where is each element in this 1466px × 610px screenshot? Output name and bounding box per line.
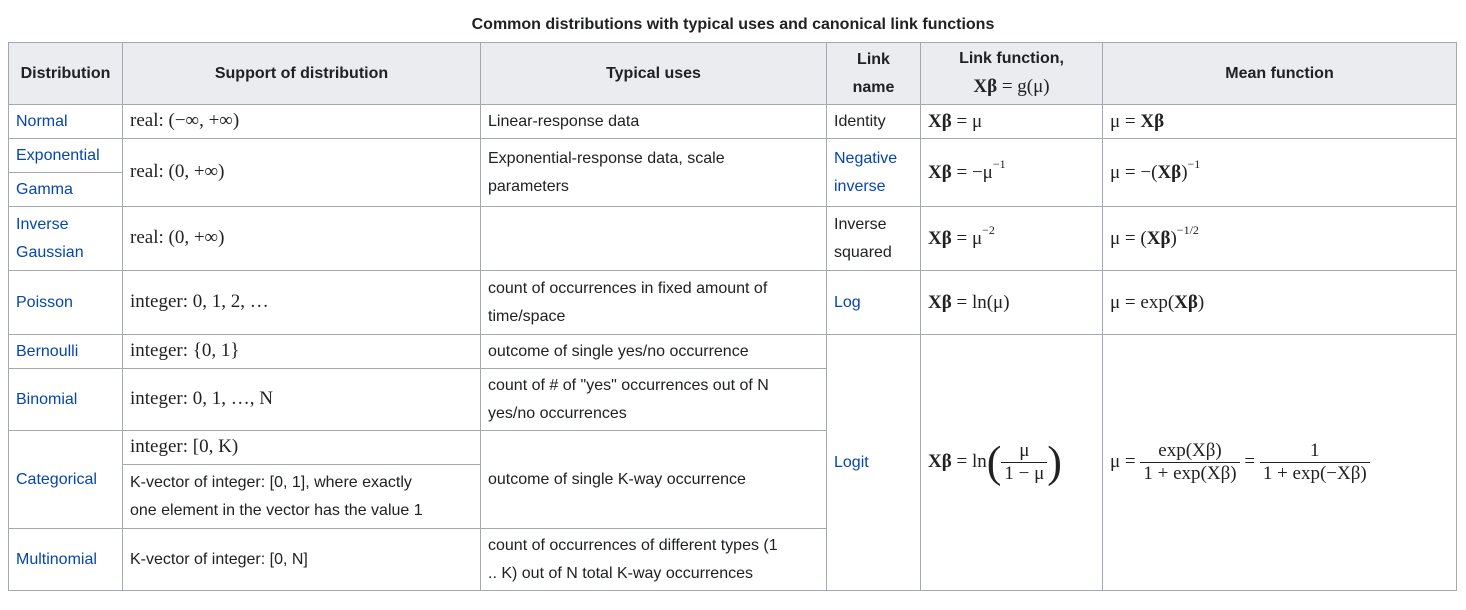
link-logit[interactable]: Logit xyxy=(834,453,869,471)
link-exponential[interactable]: Exponential xyxy=(16,146,100,164)
link-inverse-gaussian[interactable]: Inverse Gaussian xyxy=(16,215,84,261)
link-name-cell: Inverse squared xyxy=(827,207,921,271)
uses-cell: count of occurrences of different types (1 .. K) out of N total K-way occurrences xyxy=(481,529,827,591)
table-row xyxy=(9,139,1457,173)
header-support: Support of distribution xyxy=(123,43,481,105)
mean-cell: $\mu = (X\beta)^{-1/2}$ xyxy=(1103,207,1457,271)
link-bernoulli[interactable]: Bernoulli xyxy=(16,342,79,360)
header-link-function: Link function, Xβ = g(μ) xyxy=(921,43,1103,105)
uses-cell: count of # of "yes" occurrences out of N yes/no occurrences xyxy=(481,369,827,431)
uses-cell: outcome of single yes/no occurrence xyxy=(481,335,827,369)
uses-cell: Exponential-response data, scale parameters xyxy=(481,139,827,207)
uses-cell: outcome of single K-way occurrence xyxy=(481,431,827,529)
link-fn-cell: Xβ = ln(μ) xyxy=(921,271,1103,335)
table-row xyxy=(9,271,1457,335)
table-row xyxy=(9,105,1457,139)
link-fn-cell: Xβ = μ xyxy=(921,105,1103,139)
link-categorical[interactable]: Categorical xyxy=(16,470,97,488)
uses-cell xyxy=(481,207,827,271)
support-cell: K-vector of integer: [0, N] xyxy=(123,529,481,591)
support-cell: K-vector of integer: [0, 1], where exactly one element in the vector has the value 1 xyxy=(123,465,481,529)
link-fn-cell: $X\beta = -\mu^{-1}$ xyxy=(921,139,1103,207)
link-gamma[interactable]: Gamma xyxy=(16,180,73,198)
distributions-table xyxy=(8,42,1457,591)
link-normal[interactable]: Normal xyxy=(16,112,68,130)
support-cell: integer: 0, 1, …, N xyxy=(123,369,481,431)
mean-cell: μ = Xβ xyxy=(1103,105,1457,139)
support-cell: real: (0, +∞) xyxy=(123,207,481,271)
link-fn-cell: Xβ = ln( $\frac{\mu}{1 - \mu}$ ) xyxy=(921,335,1103,591)
support-cell: integer: 0, 1, 2, … xyxy=(123,271,481,335)
link-multinomial[interactable]: Multinomial xyxy=(16,550,97,568)
link-name-cell xyxy=(827,271,921,335)
uses-cell: count of occurrences in fixed amount of time/space xyxy=(481,271,827,335)
header-distribution: Distribution xyxy=(9,43,123,105)
link-name-cell: Identity xyxy=(827,105,921,139)
mean-cell: μ = $\frac{\exp(X\beta)}{1 + \exp(X\beta)}$ = $\frac{1}{1 + \exp(-X\beta)}$ xyxy=(1103,335,1457,591)
table-row xyxy=(9,207,1457,271)
link-poisson[interactable]: Poisson xyxy=(16,293,73,311)
link-binomial[interactable]: Binomial xyxy=(16,390,78,408)
link-fn-cell: $X\beta = \mu^{-2}$ xyxy=(921,207,1103,271)
header-row xyxy=(9,43,1457,105)
uses-cell: Linear-response data xyxy=(481,105,827,139)
support-cell: integer: {0, 1} xyxy=(123,335,481,369)
mean-cell: μ = exp(Xβ) xyxy=(1103,271,1457,335)
support-cell: real: (0, +∞) xyxy=(123,139,481,207)
header-uses: Typical uses xyxy=(481,43,827,105)
link-name-cell xyxy=(827,139,921,207)
link-name-cell xyxy=(827,335,921,591)
mean-cell: $\mu = -(X\beta)^{-1}$ xyxy=(1103,139,1457,207)
support-cell: integer: [0, K) xyxy=(123,431,481,465)
header-link-name: Link name xyxy=(827,43,921,105)
table-caption: Common distributions with typical uses and canonical link functions xyxy=(471,16,995,33)
link-negative-inverse[interactable]: Negative inverse xyxy=(834,149,898,195)
link-log[interactable]: Log xyxy=(834,293,861,311)
header-mean: Mean function xyxy=(1103,43,1457,105)
support-cell: real: (−∞, +∞) xyxy=(123,105,481,139)
table-row xyxy=(9,335,1457,369)
